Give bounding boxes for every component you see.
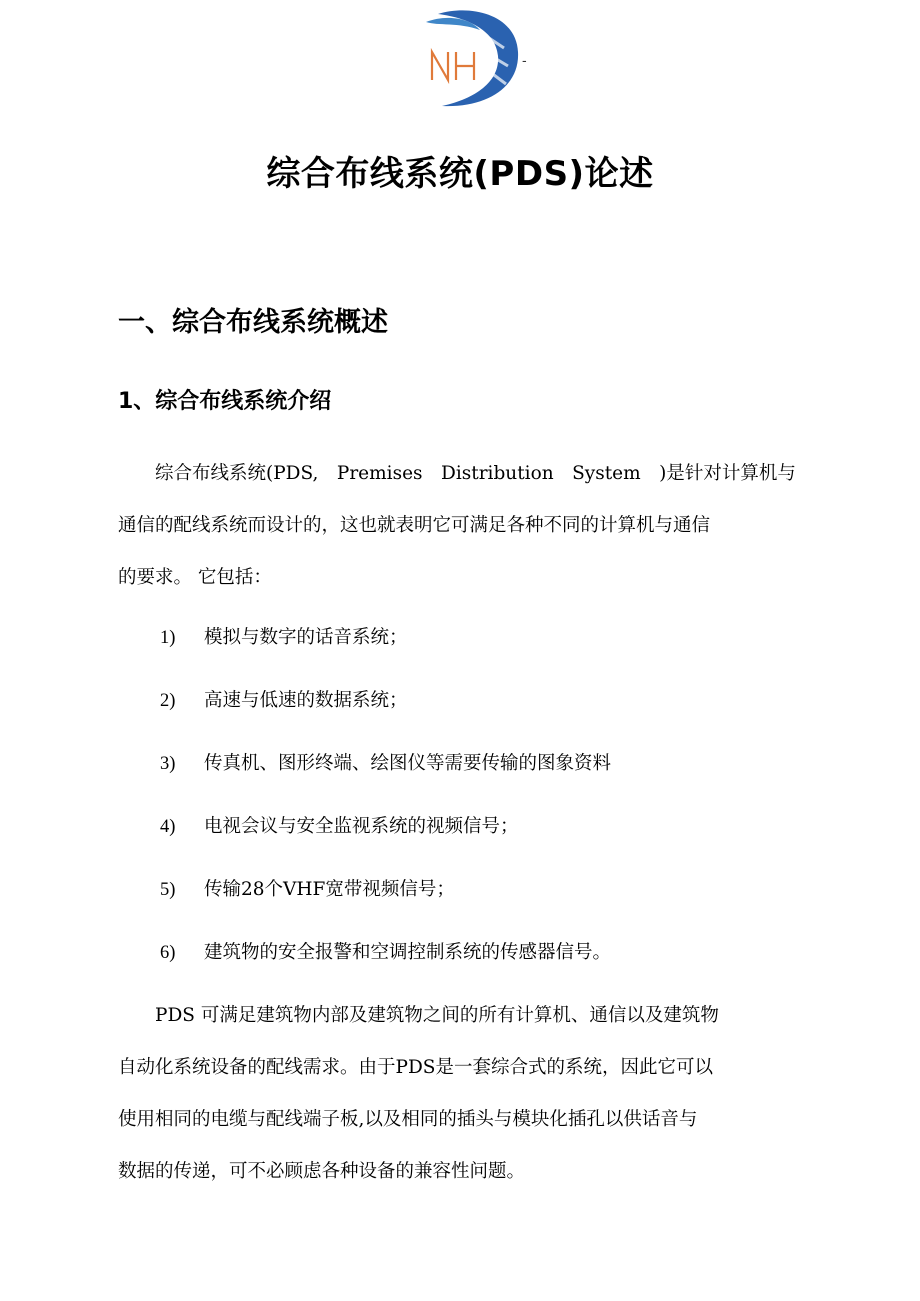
list-text: 模拟与数字的话音系统； (204, 627, 408, 648)
list-number: 6) (160, 943, 176, 963)
list-item (160, 738, 611, 801)
list-number: 3) (160, 754, 176, 774)
company-logo (408, 8, 528, 110)
list-number: 5) (160, 880, 176, 900)
intro-paragraph (118, 448, 808, 604)
document-title: 综合布线系统(PDS)论述 (266, 154, 654, 194)
list-text: 传输28个VHF宽带视频信号； (204, 879, 455, 900)
paragraph-line: 综合布线系统(PDS, Premises Distribution System )是针对计算机与 (118, 463, 796, 484)
list-item (160, 927, 611, 990)
list-text: 高速与低速的数据系统； (204, 690, 408, 711)
list-number: 2) (160, 691, 176, 711)
paragraph-line: PDS 可满足建筑物内部及建筑物之间的所有计算机、通信以及建筑物 (118, 1005, 719, 1026)
subsection-heading: 1、综合布线系统介绍 (118, 389, 332, 414)
header-dash: - (522, 52, 527, 68)
list-item (160, 612, 611, 675)
paragraph-line: 的要求。 它包括： (118, 567, 272, 588)
list-text: 建筑物的安全报警和空调控制系统的传感器信号。 (204, 942, 612, 963)
paragraph-line: 自动化系统设备的配线需求。由于PDS是一套综合式的系统，因此它可以 (118, 1057, 713, 1078)
paragraph-line: 数据的传递，可不必顾虑各种设备的兼容性问题。 (118, 1161, 526, 1182)
paragraph-line: 通信的配线系统而设计的，这也就表明它可满足各种不同的计算机与通信 (118, 515, 711, 536)
list-item (160, 801, 611, 864)
section-heading: 一、综合布线系统概述 (118, 307, 388, 338)
list-number: 1) (160, 628, 176, 648)
list-text: 传真机、图形终端、绘图仪等需要传输的图象资料 (204, 753, 612, 774)
list-text: 电视会议与安全监视系统的视频信号； (204, 816, 519, 837)
list-number: 4) (160, 817, 176, 837)
paragraph-line: 使用相同的电缆与配线端子板,以及相同的插头与模块化插孔以供话音与 (118, 1109, 698, 1130)
system-list (160, 612, 611, 990)
list-item (160, 864, 611, 927)
pds-paragraph (118, 990, 808, 1198)
list-item (160, 675, 611, 738)
